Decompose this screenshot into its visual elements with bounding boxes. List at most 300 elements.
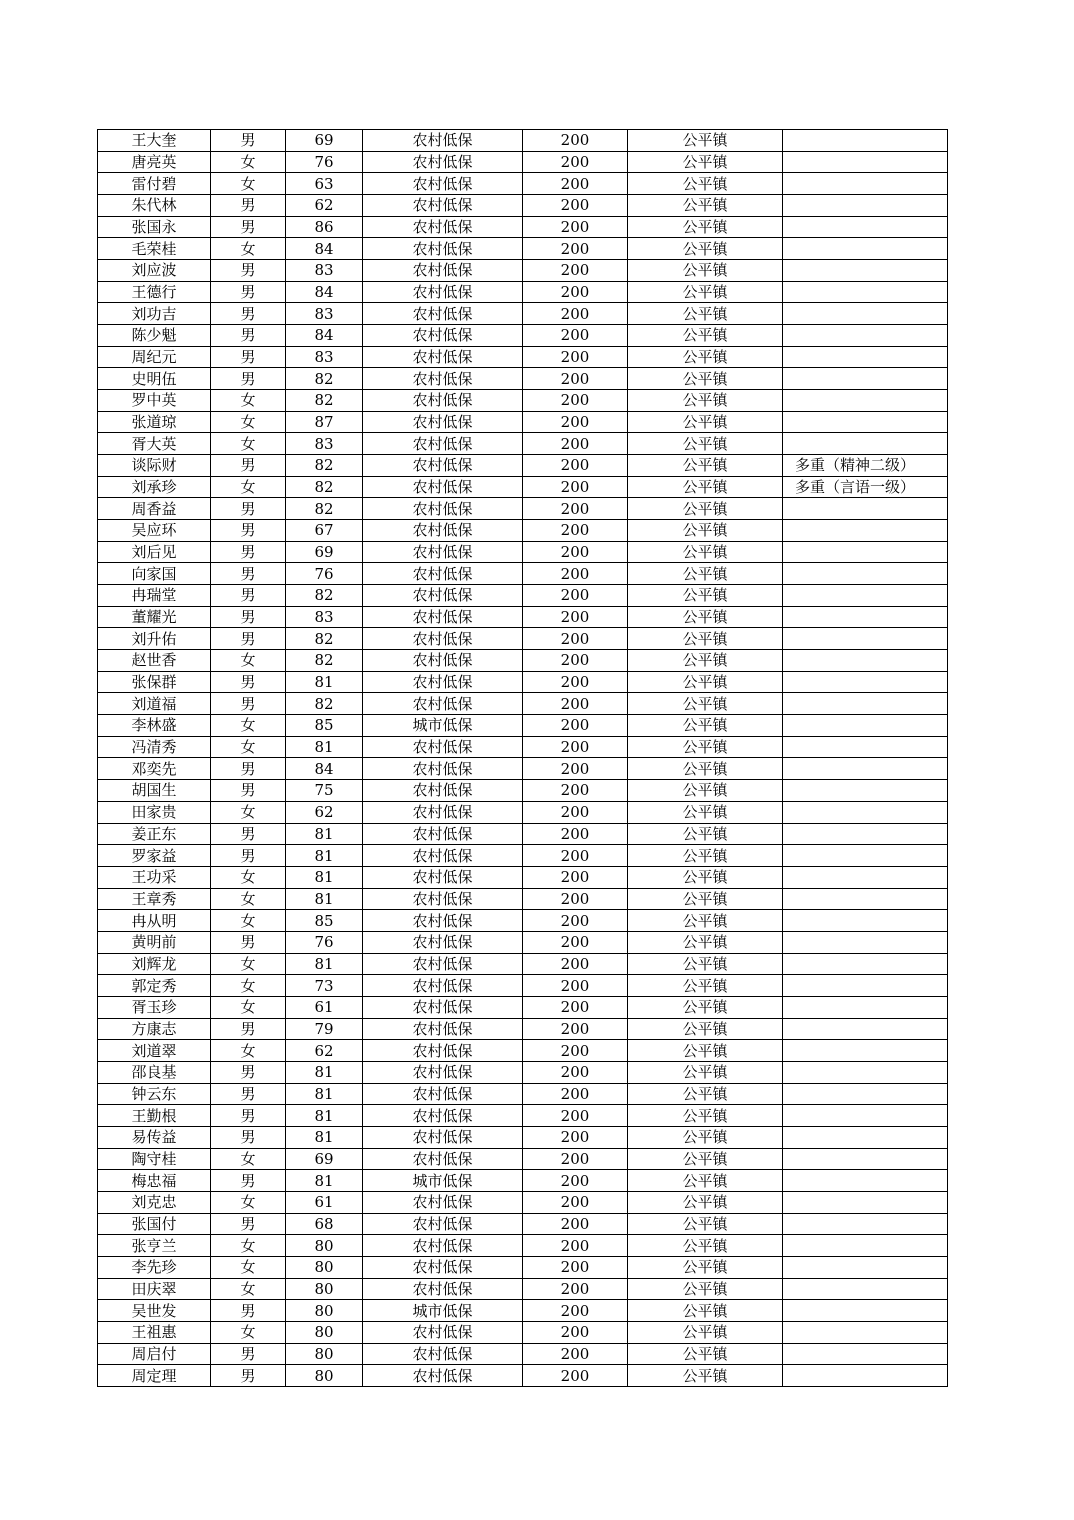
gender-cell: 男 <box>211 1018 286 1040</box>
town-cell: 公平镇 <box>628 866 783 888</box>
table-row <box>98 1213 948 1235</box>
category-cell: 农村低保 <box>363 975 523 997</box>
name-cell: 唐亮英 <box>98 151 211 173</box>
note-cell <box>783 910 948 932</box>
table-row <box>98 953 948 975</box>
gender-cell: 男 <box>211 216 286 238</box>
gender-cell: 男 <box>211 606 286 628</box>
gender-cell: 女 <box>211 173 286 195</box>
gender-cell: 男 <box>211 780 286 802</box>
note-cell <box>783 671 948 693</box>
name-cell: 冉瑞堂 <box>98 585 211 607</box>
name-cell: 易传益 <box>98 1126 211 1148</box>
name-cell: 刘道翠 <box>98 1040 211 1062</box>
town-cell: 公平镇 <box>628 845 783 867</box>
name-cell: 吴应环 <box>98 520 211 542</box>
table-row <box>98 1105 948 1127</box>
note-cell <box>783 975 948 997</box>
category-cell: 农村低保 <box>363 606 523 628</box>
age-cell: 76 <box>286 563 363 585</box>
table-row <box>98 628 948 650</box>
town-cell: 公平镇 <box>628 628 783 650</box>
category-cell: 农村低保 <box>363 1235 523 1257</box>
amount-cell: 200 <box>523 1018 628 1040</box>
table-row <box>98 325 948 347</box>
table-row <box>98 1321 948 1343</box>
name-cell: 邓奕先 <box>98 758 211 780</box>
note-cell <box>783 346 948 368</box>
town-cell: 公平镇 <box>628 996 783 1018</box>
age-cell: 82 <box>286 368 363 390</box>
town-cell: 公平镇 <box>628 455 783 477</box>
category-cell: 农村低保 <box>363 693 523 715</box>
amount-cell: 200 <box>523 563 628 585</box>
name-cell: 罗中英 <box>98 390 211 412</box>
age-cell: 81 <box>286 888 363 910</box>
town-cell: 公平镇 <box>628 130 783 152</box>
age-cell: 86 <box>286 216 363 238</box>
amount-cell: 200 <box>523 931 628 953</box>
gender-cell: 男 <box>211 195 286 217</box>
town-cell: 公平镇 <box>628 1213 783 1235</box>
amount-cell: 200 <box>523 866 628 888</box>
category-cell: 农村低保 <box>363 260 523 282</box>
name-cell: 赵世香 <box>98 650 211 672</box>
table-row <box>98 585 948 607</box>
table-row <box>98 1300 948 1322</box>
amount-cell: 200 <box>523 1170 628 1192</box>
table-row <box>98 1278 948 1300</box>
gender-cell: 男 <box>211 628 286 650</box>
name-cell: 刘克忠 <box>98 1191 211 1213</box>
name-cell: 吴世发 <box>98 1300 211 1322</box>
amount-cell: 200 <box>523 758 628 780</box>
note-cell <box>783 780 948 802</box>
gender-cell: 女 <box>211 1256 286 1278</box>
name-cell: 胥玉珍 <box>98 996 211 1018</box>
table-row <box>98 455 948 477</box>
table-row <box>98 498 948 520</box>
town-cell: 公平镇 <box>628 541 783 563</box>
note-cell <box>783 1083 948 1105</box>
gender-cell: 女 <box>211 801 286 823</box>
town-cell: 公平镇 <box>628 563 783 585</box>
category-cell: 农村低保 <box>363 455 523 477</box>
category-cell: 农村低保 <box>363 845 523 867</box>
name-cell: 刘升佑 <box>98 628 211 650</box>
town-cell: 公平镇 <box>628 1343 783 1365</box>
category-cell: 农村低保 <box>363 520 523 542</box>
age-cell: 80 <box>286 1300 363 1322</box>
note-cell <box>783 1148 948 1170</box>
table-row <box>98 1061 948 1083</box>
town-cell: 公平镇 <box>628 1105 783 1127</box>
age-cell: 80 <box>286 1278 363 1300</box>
age-cell: 61 <box>286 1191 363 1213</box>
table-row <box>98 368 948 390</box>
gender-cell: 女 <box>211 1191 286 1213</box>
table-row <box>98 151 948 173</box>
age-cell: 68 <box>286 1213 363 1235</box>
category-cell: 农村低保 <box>363 1365 523 1387</box>
town-cell: 公平镇 <box>628 1278 783 1300</box>
gender-cell: 男 <box>211 845 286 867</box>
age-cell: 82 <box>286 585 363 607</box>
note-cell <box>783 260 948 282</box>
age-cell: 84 <box>286 758 363 780</box>
amount-cell: 200 <box>523 455 628 477</box>
age-cell: 81 <box>286 866 363 888</box>
name-cell: 王章秀 <box>98 888 211 910</box>
gender-cell: 男 <box>211 520 286 542</box>
town-cell: 公平镇 <box>628 346 783 368</box>
gender-cell: 女 <box>211 1040 286 1062</box>
note-cell <box>783 650 948 672</box>
gender-cell: 男 <box>211 585 286 607</box>
age-cell: 75 <box>286 780 363 802</box>
name-cell: 谈际财 <box>98 455 211 477</box>
amount-cell: 200 <box>523 195 628 217</box>
note-cell <box>783 1018 948 1040</box>
age-cell: 79 <box>286 1018 363 1040</box>
category-cell: 农村低保 <box>363 736 523 758</box>
gender-cell: 男 <box>211 563 286 585</box>
name-cell: 田庆翠 <box>98 1278 211 1300</box>
category-cell: 农村低保 <box>363 130 523 152</box>
table-row <box>98 1148 948 1170</box>
age-cell: 81 <box>286 736 363 758</box>
name-cell: 周香益 <box>98 498 211 520</box>
note-cell: 多重（言语一级） <box>783 476 948 498</box>
name-cell: 史明伍 <box>98 368 211 390</box>
name-cell: 胥大英 <box>98 433 211 455</box>
age-cell: 81 <box>286 1105 363 1127</box>
gender-cell: 女 <box>211 888 286 910</box>
category-cell: 农村低保 <box>363 346 523 368</box>
name-cell: 周定理 <box>98 1365 211 1387</box>
amount-cell: 200 <box>523 1343 628 1365</box>
category-cell: 农村低保 <box>363 476 523 498</box>
table-row <box>98 780 948 802</box>
name-cell: 周纪元 <box>98 346 211 368</box>
age-cell: 76 <box>286 931 363 953</box>
category-cell: 农村低保 <box>363 953 523 975</box>
amount-cell: 200 <box>523 910 628 932</box>
category-cell: 农村低保 <box>363 433 523 455</box>
amount-cell: 200 <box>523 325 628 347</box>
category-cell: 农村低保 <box>363 996 523 1018</box>
age-cell: 61 <box>286 996 363 1018</box>
note-cell <box>783 1213 948 1235</box>
gender-cell: 男 <box>211 455 286 477</box>
name-cell: 董耀光 <box>98 606 211 628</box>
note-cell <box>783 1321 948 1343</box>
age-cell: 80 <box>286 1365 363 1387</box>
amount-cell: 200 <box>523 476 628 498</box>
note-cell <box>783 563 948 585</box>
table-row <box>98 281 948 303</box>
name-cell: 向家国 <box>98 563 211 585</box>
gender-cell: 男 <box>211 1213 286 1235</box>
age-cell: 84 <box>286 238 363 260</box>
amount-cell: 200 <box>523 606 628 628</box>
gender-cell: 女 <box>211 736 286 758</box>
town-cell: 公平镇 <box>628 715 783 737</box>
town-cell: 公平镇 <box>628 1148 783 1170</box>
town-cell: 公平镇 <box>628 910 783 932</box>
category-cell: 农村低保 <box>363 1126 523 1148</box>
note-cell <box>783 1191 948 1213</box>
category-cell: 农村低保 <box>363 801 523 823</box>
name-cell: 毛荣桂 <box>98 238 211 260</box>
town-cell: 公平镇 <box>628 520 783 542</box>
table-row <box>98 1083 948 1105</box>
age-cell: 73 <box>286 975 363 997</box>
town-cell: 公平镇 <box>628 1321 783 1343</box>
gender-cell: 男 <box>211 1083 286 1105</box>
town-cell: 公平镇 <box>628 1040 783 1062</box>
category-cell: 农村低保 <box>363 195 523 217</box>
age-cell: 80 <box>286 1321 363 1343</box>
gender-cell: 男 <box>211 1343 286 1365</box>
note-cell <box>783 238 948 260</box>
table-row <box>98 1191 948 1213</box>
gender-cell: 男 <box>211 693 286 715</box>
age-cell: 80 <box>286 1235 363 1257</box>
town-cell: 公平镇 <box>628 1256 783 1278</box>
category-cell: 农村低保 <box>363 758 523 780</box>
town-cell: 公平镇 <box>628 411 783 433</box>
table-row <box>98 476 948 498</box>
note-cell: 多重（精神二级） <box>783 455 948 477</box>
table-row <box>98 866 948 888</box>
name-cell: 郭定秀 <box>98 975 211 997</box>
name-cell: 张亨兰 <box>98 1235 211 1257</box>
amount-cell: 200 <box>523 1061 628 1083</box>
note-cell <box>783 1040 948 1062</box>
gender-cell: 女 <box>211 151 286 173</box>
town-cell: 公平镇 <box>628 888 783 910</box>
age-cell: 81 <box>286 671 363 693</box>
amount-cell: 200 <box>523 585 628 607</box>
town-cell: 公平镇 <box>628 390 783 412</box>
age-cell: 69 <box>286 1148 363 1170</box>
gender-cell: 女 <box>211 996 286 1018</box>
amount-cell: 200 <box>523 368 628 390</box>
age-cell: 87 <box>286 411 363 433</box>
note-cell <box>783 368 948 390</box>
table-row <box>98 1256 948 1278</box>
gender-cell: 男 <box>211 1300 286 1322</box>
gender-cell: 女 <box>211 866 286 888</box>
amount-cell: 200 <box>523 390 628 412</box>
note-cell <box>783 303 948 325</box>
amount-cell: 200 <box>523 801 628 823</box>
amount-cell: 200 <box>523 996 628 1018</box>
category-cell: 农村低保 <box>363 671 523 693</box>
amount-cell: 200 <box>523 736 628 758</box>
note-cell <box>783 1278 948 1300</box>
table-row <box>98 823 948 845</box>
name-cell: 王德行 <box>98 281 211 303</box>
note-cell <box>783 1061 948 1083</box>
town-cell: 公平镇 <box>628 585 783 607</box>
name-cell: 田家贵 <box>98 801 211 823</box>
town-cell: 公平镇 <box>628 975 783 997</box>
amount-cell: 200 <box>523 520 628 542</box>
note-cell <box>783 693 948 715</box>
category-cell: 农村低保 <box>363 628 523 650</box>
amount-cell: 200 <box>523 693 628 715</box>
age-cell: 83 <box>286 260 363 282</box>
name-cell: 李先珍 <box>98 1256 211 1278</box>
note-cell <box>783 541 948 563</box>
category-cell: 城市低保 <box>363 1170 523 1192</box>
note-cell <box>783 736 948 758</box>
town-cell: 公平镇 <box>628 758 783 780</box>
gender-cell: 女 <box>211 433 286 455</box>
category-cell: 农村低保 <box>363 1105 523 1127</box>
table-row <box>98 845 948 867</box>
town-cell: 公平镇 <box>628 671 783 693</box>
gender-cell: 男 <box>211 325 286 347</box>
age-cell: 84 <box>286 325 363 347</box>
name-cell: 方康志 <box>98 1018 211 1040</box>
town-cell: 公平镇 <box>628 693 783 715</box>
town-cell: 公平镇 <box>628 823 783 845</box>
category-cell: 农村低保 <box>363 1083 523 1105</box>
gender-cell: 女 <box>211 390 286 412</box>
note-cell <box>783 1300 948 1322</box>
table-row <box>98 238 948 260</box>
table-row <box>98 1343 948 1365</box>
town-cell: 公平镇 <box>628 1170 783 1192</box>
town-cell: 公平镇 <box>628 260 783 282</box>
amount-cell: 200 <box>523 628 628 650</box>
category-cell: 农村低保 <box>363 780 523 802</box>
age-cell: 80 <box>286 1343 363 1365</box>
town-cell: 公平镇 <box>628 736 783 758</box>
age-cell: 82 <box>286 476 363 498</box>
age-cell: 83 <box>286 606 363 628</box>
name-cell: 王大奎 <box>98 130 211 152</box>
gender-cell: 男 <box>211 931 286 953</box>
name-cell: 梅忠福 <box>98 1170 211 1192</box>
table-row <box>98 736 948 758</box>
age-cell: 81 <box>286 1083 363 1105</box>
name-cell: 张道琼 <box>98 411 211 433</box>
category-cell: 农村低保 <box>363 563 523 585</box>
note-cell <box>783 953 948 975</box>
age-cell: 80 <box>286 1256 363 1278</box>
gender-cell: 男 <box>211 260 286 282</box>
category-cell: 农村低保 <box>363 303 523 325</box>
gender-cell: 男 <box>211 1126 286 1148</box>
age-cell: 81 <box>286 1061 363 1083</box>
note-cell <box>783 1343 948 1365</box>
name-cell: 刘后见 <box>98 541 211 563</box>
category-cell: 农村低保 <box>363 888 523 910</box>
category-cell: 农村低保 <box>363 866 523 888</box>
town-cell: 公平镇 <box>628 1300 783 1322</box>
category-cell: 农村低保 <box>363 823 523 845</box>
age-cell: 67 <box>286 520 363 542</box>
table-row <box>98 671 948 693</box>
table-row <box>98 130 948 152</box>
amount-cell: 200 <box>523 173 628 195</box>
gender-cell: 男 <box>211 281 286 303</box>
amount-cell: 200 <box>523 1148 628 1170</box>
table-row <box>98 433 948 455</box>
amount-cell: 200 <box>523 888 628 910</box>
town-cell: 公平镇 <box>628 303 783 325</box>
name-cell: 邵良基 <box>98 1061 211 1083</box>
table-row <box>98 541 948 563</box>
town-cell: 公平镇 <box>628 281 783 303</box>
note-cell <box>783 173 948 195</box>
category-cell: 农村低保 <box>363 1191 523 1213</box>
name-cell: 张保群 <box>98 671 211 693</box>
name-cell: 张国付 <box>98 1213 211 1235</box>
category-cell: 城市低保 <box>363 715 523 737</box>
name-cell: 王勤根 <box>98 1105 211 1127</box>
category-cell: 农村低保 <box>363 1040 523 1062</box>
table-body <box>98 130 948 1387</box>
name-cell: 王祖惠 <box>98 1321 211 1343</box>
age-cell: 82 <box>286 498 363 520</box>
age-cell: 69 <box>286 130 363 152</box>
age-cell: 63 <box>286 173 363 195</box>
gender-cell: 男 <box>211 303 286 325</box>
amount-cell: 200 <box>523 715 628 737</box>
name-cell: 陶守桂 <box>98 1148 211 1170</box>
town-cell: 公平镇 <box>628 606 783 628</box>
age-cell: 83 <box>286 433 363 455</box>
note-cell <box>783 411 948 433</box>
table-row <box>98 975 948 997</box>
amount-cell: 200 <box>523 216 628 238</box>
gender-cell: 女 <box>211 715 286 737</box>
amount-cell: 200 <box>523 1191 628 1213</box>
town-cell: 公平镇 <box>628 1365 783 1387</box>
table-row <box>98 606 948 628</box>
table-row <box>98 996 948 1018</box>
note-cell <box>783 1256 948 1278</box>
name-cell: 刘功吉 <box>98 303 211 325</box>
note-cell <box>783 520 948 542</box>
category-cell: 农村低保 <box>363 498 523 520</box>
amount-cell: 200 <box>523 346 628 368</box>
table-row <box>98 173 948 195</box>
age-cell: 62 <box>286 195 363 217</box>
age-cell: 69 <box>286 541 363 563</box>
category-cell: 农村低保 <box>363 931 523 953</box>
age-cell: 81 <box>286 1170 363 1192</box>
amount-cell: 200 <box>523 823 628 845</box>
note-cell <box>783 195 948 217</box>
table-row <box>98 195 948 217</box>
table-row <box>98 758 948 780</box>
table-row <box>98 390 948 412</box>
note-cell <box>783 151 948 173</box>
gender-cell: 男 <box>211 130 286 152</box>
town-cell: 公平镇 <box>628 780 783 802</box>
category-cell: 农村低保 <box>363 1213 523 1235</box>
category-cell: 农村低保 <box>363 281 523 303</box>
town-cell: 公平镇 <box>628 1126 783 1148</box>
table-row <box>98 1365 948 1387</box>
town-cell: 公平镇 <box>628 650 783 672</box>
